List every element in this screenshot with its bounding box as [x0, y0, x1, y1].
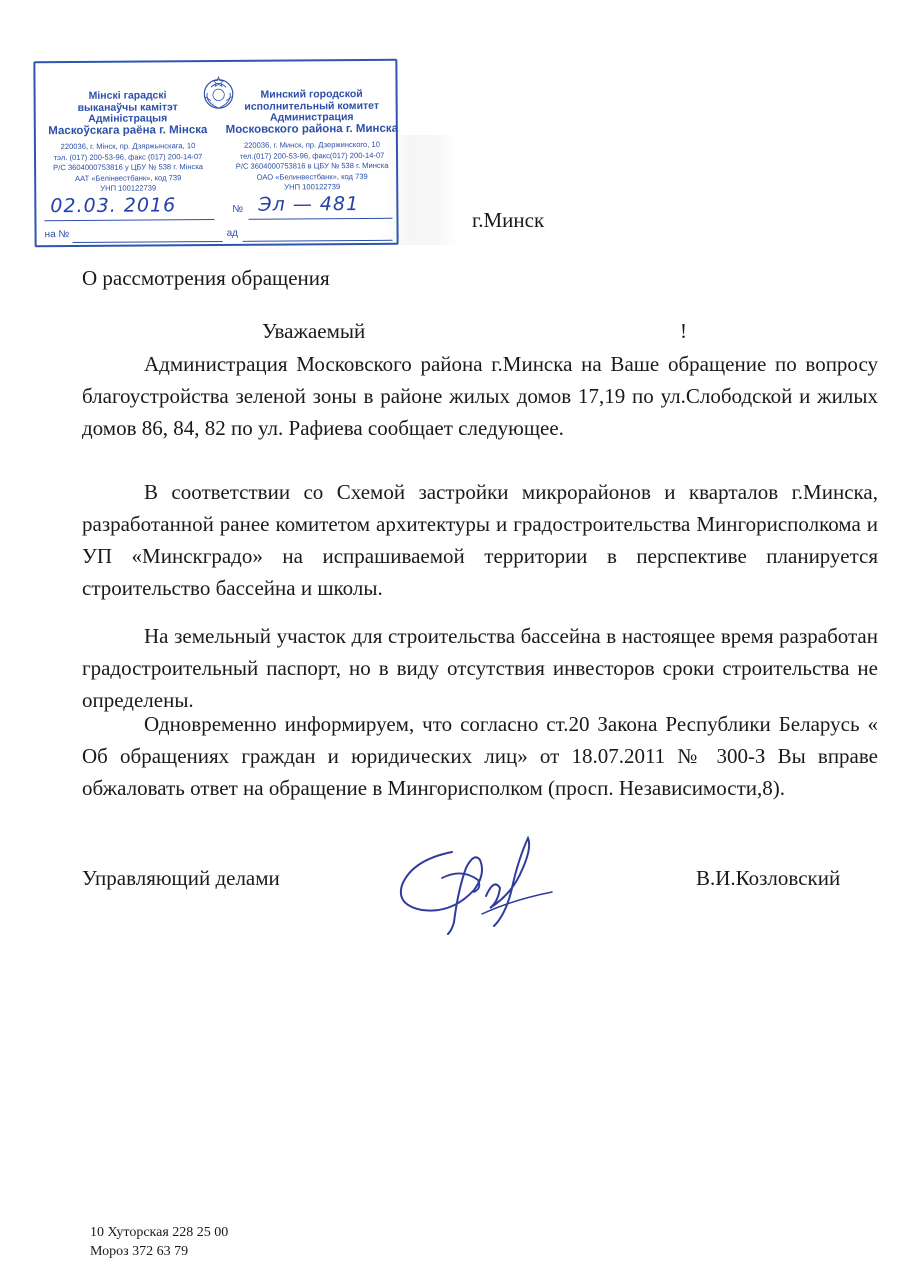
- body-paragraph: В соответствии со Схемой застройки микрорайонов и кварталов г.Минска, разработанной ранее комитетом архитектуры и градостроительства Мингорисполкома и УП «Минскградо» на испрашиваемой территории в перспективе планируется строительство бассейна и школы.: [82, 480, 878, 600]
- body-paragraph: Одновременно информируем, что согласно ст.20 Закона Республики Беларусь « Об обращениях граждан и юридических лиц» от 18.07.2011 № 300-З Вы вправе обжаловать ответ на обращение в Мингорисполком (просп. Независимости,8).: [82, 712, 878, 800]
- stamp-number-label: №: [232, 203, 244, 215]
- signatory-name: В.И.Козловский: [696, 866, 841, 890]
- salutation-exclamation: !: [680, 319, 687, 343]
- stamp-reference-line: [45, 225, 393, 245]
- stamp-requisites-be: 220036, г. Мінск, пр. Дзяржынскага, 10 тэл. (017) 200-53-96, факс (017) 200-14-07 Р/С 3604000753816 у ЦБУ № 538 г. Мінска ААТ «Белінвестбанк», код 739 УНП 100122739: [53, 141, 204, 193]
- letterhead-stamp: [33, 59, 398, 248]
- stamp-on-label: на №: [44, 229, 70, 241]
- stamp-requisites-ru: 220036, г. Минск, пр. Дзержинского, 10 тел.(017) 200-53-96, факс(017) 200-14-07 Р/С 3604000753816 в ЦБУ № 538 г. Минска ОАО «Белинвестбанк», код 739 УНП 100122739: [235, 139, 389, 192]
- handwritten-date: 02.03. 2016: [50, 194, 177, 218]
- footer-contact: 10 Хуторская 228 25 00: [90, 1225, 229, 1240]
- letter-subject: О рассмотрения обращения: [82, 266, 330, 290]
- body-paragraph: Администрация Московского района г.Минска на Ваше обращение по вопросу благоустройства зеленой зоны в районе жилых домов 17,19 по ул.Слободской и жилых домов 86, 84, 82 по ул. Рафиева сообщает следующее.: [82, 352, 878, 440]
- stamp-org-ru: Минский городской исполнительный комитет Администрация Московского района г. Минска: [225, 87, 399, 136]
- signatory-title: Управляющий делами: [82, 866, 280, 890]
- handwritten-number: Эл — 481: [258, 193, 360, 216]
- stamp-org-be: Мінскі гарадскі выканаўчы камітэт Адміністрацыя Маскоўскага раёна г. Мінска: [48, 89, 208, 137]
- salutation: Уважаемый: [262, 319, 366, 343]
- stamp-from-label: ад: [226, 227, 239, 239]
- stamp-date-line: [44, 193, 392, 223]
- stamp-russian-column: [222, 89, 403, 194]
- footer-contact: Мороз 372 63 79: [90, 1244, 189, 1259]
- body-paragraph: На земельный участок для строительства бассейна в настоящее время разработан градостроительный паспорт, но в виду отсутствия инвесторов сроки строительства не определены.: [82, 624, 878, 712]
- handwritten-signature: [382, 830, 562, 940]
- stamp-belarusian-column: [38, 90, 219, 195]
- city-label: г.Минск: [472, 208, 545, 232]
